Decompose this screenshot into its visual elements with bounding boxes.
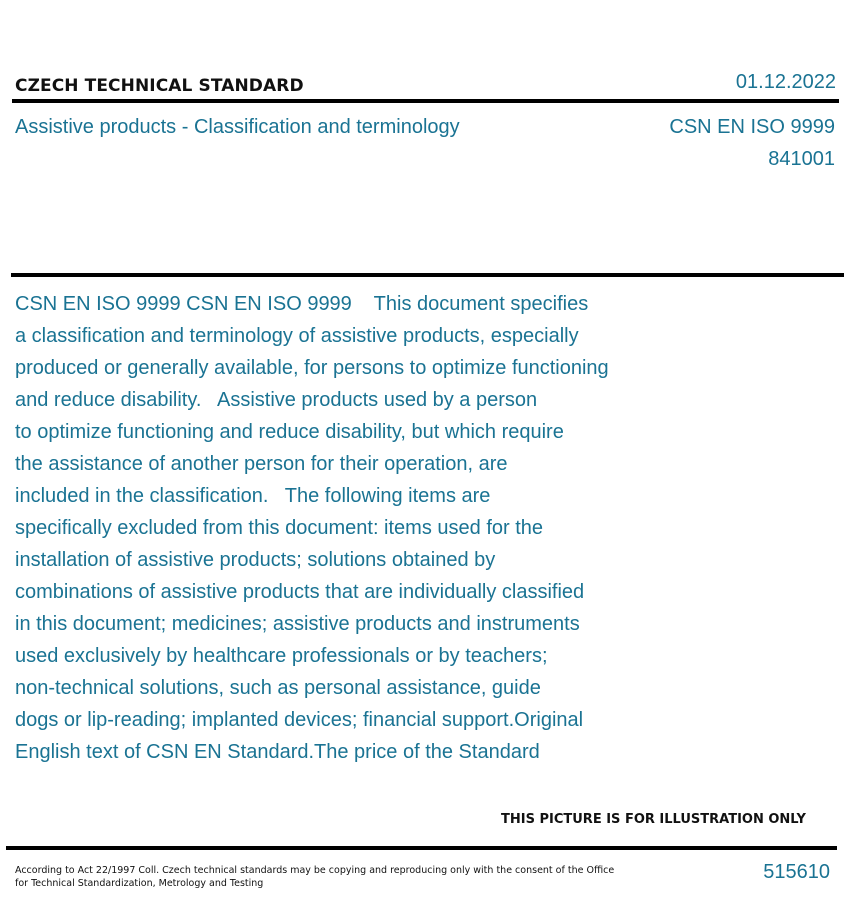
middle-divider <box>11 273 844 277</box>
description-line: used exclusively by healthcare professionals or by teachers; <box>15 645 548 667</box>
bottom-divider <box>6 846 837 850</box>
description-line: specifically excluded from this document: items used for the <box>15 517 544 539</box>
illustration-disclaimer: THIS PICTURE IS FOR ILLUSTRATION ONLY <box>501 812 806 827</box>
description-line: in this document; medicines; assistive products and instruments <box>15 613 580 635</box>
legal-notice <box>15 864 615 890</box>
standard-subject: Assistive products - Classification and terminology <box>15 116 460 138</box>
top-divider <box>12 99 839 103</box>
standard-code: CSN EN ISO 9999 <box>669 116 835 138</box>
description-line: a classification and terminology of assistive products, especially <box>15 325 579 347</box>
description-line: to optimize functioning and reduce disability, but which require <box>15 421 564 443</box>
description-line: the assistance of another person for their operation, are <box>15 453 508 475</box>
document-type-heading: CZECH TECHNICAL STANDARD <box>15 76 304 96</box>
description-line: and reduce disability. Assistive products used by a person <box>15 389 538 411</box>
description-line: produced or generally available, for persons to optimize functioning <box>15 357 609 379</box>
standard-number: 841001 <box>768 148 835 170</box>
legal-notice-line: According to Act 22/1997 Coll. Czech technical standards may be copying and reproducing only with the consent of the Office <box>15 865 615 876</box>
description-line: installation of assistive products; solutions obtained by <box>15 549 496 571</box>
description-line: dogs or lip-reading; implanted devices; financial support.Original <box>15 709 584 731</box>
description-line: non-technical solutions, such as personal assistance, guide <box>15 677 541 699</box>
description-line: combinations of assistive products that are individually classified <box>15 581 585 603</box>
description-line: CSN EN ISO 9999 CSN EN ISO 9999 This document specifies <box>15 293 589 315</box>
description-line: English text of CSN EN Standard.The price of the Standard <box>15 741 540 763</box>
standard-description <box>15 288 675 768</box>
publication-date: 01.12.2022 <box>735 71 836 93</box>
catalog-code: 515610 <box>763 861 830 883</box>
legal-notice-line: for Technical Standardization, Metrology and Testing <box>15 878 264 889</box>
description-line: included in the classification. The following items are <box>15 485 491 507</box>
